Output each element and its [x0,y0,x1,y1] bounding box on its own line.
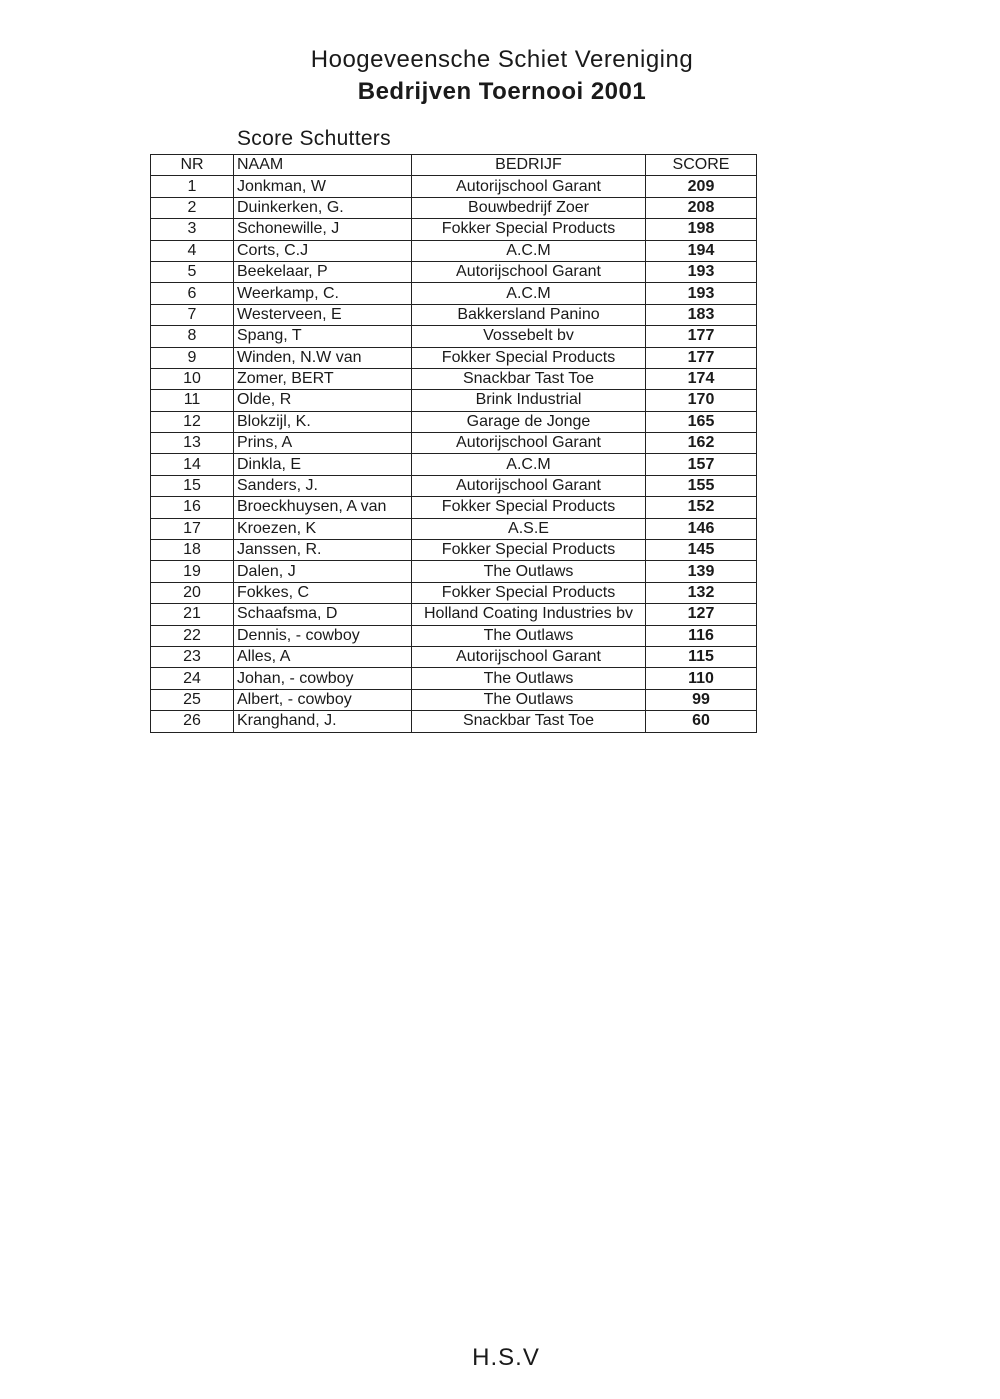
table-row [151,283,757,304]
cell-score: 183 [646,304,757,325]
cell-naam: Spang, T [234,326,412,347]
table-row [151,518,757,539]
cell-naam: Janssen, R. [234,540,412,561]
cell-score: 110 [646,668,757,689]
cell-naam: Kroezen, K [234,518,412,539]
cell-nr: 19 [151,561,234,582]
cell-nr: 5 [151,261,234,282]
cell-bedrijf: Autorijschool Garant [412,433,646,454]
cell-nr: 18 [151,540,234,561]
table-row [151,625,757,646]
table-row [151,582,757,603]
cell-bedrijf: The Outlaws [412,668,646,689]
cell-naam: Albert, - cowboy [234,689,412,710]
cell-naam: Dennis, - cowboy [234,625,412,646]
table-row [151,261,757,282]
column-header-naam: NAAM [234,155,412,176]
cell-naam: Prins, A [234,433,412,454]
cell-nr: 1 [151,176,234,197]
cell-bedrijf: A.C.M [412,283,646,304]
cell-bedrijf: Fokker Special Products [412,497,646,518]
cell-nr: 2 [151,197,234,218]
cell-bedrijf: Snackbar Tast Toe [412,711,646,732]
cell-naam: Fokkes, C [234,582,412,603]
column-header-bedrijf: BEDRIJF [412,155,646,176]
cell-nr: 22 [151,625,234,646]
cell-nr: 21 [151,604,234,625]
table-row [151,561,757,582]
cell-naam: Winden, N.W van [234,347,412,368]
table-row [151,390,757,411]
table-row [151,711,757,732]
footer-initials: H.S.V [472,1344,540,1371]
cell-bedrijf: Snackbar Tast Toe [412,368,646,389]
cell-bedrijf: Bouwbedrijf Zoer [412,197,646,218]
cell-score: 198 [646,219,757,240]
table-row [151,689,757,710]
cell-score: 115 [646,646,757,667]
table-row [151,197,757,218]
cell-nr: 16 [151,497,234,518]
cell-bedrijf: Autorijschool Garant [412,261,646,282]
column-header-score: SCORE [646,155,757,176]
cell-nr: 23 [151,646,234,667]
table-row [151,347,757,368]
table-row [151,176,757,197]
cell-nr: 20 [151,582,234,603]
score-table [150,154,757,733]
table-body [151,176,757,732]
cell-bedrijf: Brink Industrial [412,390,646,411]
cell-nr: 10 [151,368,234,389]
cell-nr: 17 [151,518,234,539]
table-row [151,475,757,496]
cell-bedrijf: Fokker Special Products [412,540,646,561]
cell-naam: Sanders, J. [234,475,412,496]
cell-bedrijf: Garage de Jonge [412,411,646,432]
cell-nr: 14 [151,454,234,475]
document-title [0,44,1000,108]
table-row [151,646,757,667]
table-row [151,326,757,347]
tournament-name: Bedrijven Toernooi 2001 [357,78,647,105]
cell-nr: 11 [151,390,234,411]
cell-nr: 6 [151,283,234,304]
cell-score: 165 [646,411,757,432]
table-row [151,411,757,432]
table-row [151,240,757,261]
table-row [151,540,757,561]
section-heading: Score Schutters [237,127,391,150]
cell-nr: 26 [151,711,234,732]
table-row [151,219,757,240]
cell-bedrijf: A.C.M [412,240,646,261]
cell-naam: Westerveen, E [234,304,412,325]
cell-score: 152 [646,497,757,518]
cell-bedrijf: Bakkersland Panino [412,304,646,325]
cell-naam: Corts, C.J [234,240,412,261]
cell-score: 157 [646,454,757,475]
cell-score: 116 [646,625,757,646]
cell-naam: Alles, A [234,646,412,667]
table-header-row [151,155,757,176]
cell-nr: 3 [151,219,234,240]
cell-naam: Schonewille, J [234,219,412,240]
cell-score: 177 [646,326,757,347]
cell-bedrijf: Autorijschool Garant [412,475,646,496]
cell-naam: Beekelaar, P [234,261,412,282]
cell-naam: Dalen, J [234,561,412,582]
table-row [151,433,757,454]
cell-score: 155 [646,475,757,496]
cell-naam: Schaafsma, D [234,604,412,625]
cell-score: 132 [646,582,757,603]
cell-score: 170 [646,390,757,411]
cell-score: 209 [646,176,757,197]
cell-naam: Kranghand, J. [234,711,412,732]
table-row [151,668,757,689]
table-row [151,368,757,389]
cell-score: 60 [646,711,757,732]
table-row [151,304,757,325]
cell-nr: 8 [151,326,234,347]
table-row [151,497,757,518]
cell-nr: 12 [151,411,234,432]
cell-bedrijf: Autorijschool Garant [412,646,646,667]
cell-naam: Johan, - cowboy [234,668,412,689]
cell-nr: 13 [151,433,234,454]
cell-naam: Broeckhuysen, A van [234,497,412,518]
cell-score: 194 [646,240,757,261]
column-header-nr: NR [151,155,234,176]
cell-naam: Blokzijl, K. [234,411,412,432]
club-name: Hoogeveensche Schiet Vereniging [310,46,694,73]
cell-bedrijf: Vossebelt bv [412,326,646,347]
cell-score: 193 [646,261,757,282]
cell-nr: 4 [151,240,234,261]
cell-naam: Duinkerken, G. [234,197,412,218]
cell-naam: Zomer, BERT [234,368,412,389]
cell-bedrijf: The Outlaws [412,625,646,646]
cell-nr: 24 [151,668,234,689]
cell-bedrijf: A.S.E [412,518,646,539]
cell-nr: 9 [151,347,234,368]
cell-naam: Jonkman, W [234,176,412,197]
cell-score: 162 [646,433,757,454]
cell-bedrijf: Fokker Special Products [412,347,646,368]
cell-score: 193 [646,283,757,304]
cell-naam: Dinkla, E [234,454,412,475]
table-row [151,604,757,625]
cell-score: 174 [646,368,757,389]
cell-score: 146 [646,518,757,539]
cell-bedrijf: A.C.M [412,454,646,475]
cell-bedrijf: The Outlaws [412,689,646,710]
cell-score: 177 [646,347,757,368]
cell-naam: Weerkamp, C. [234,283,412,304]
cell-bedrijf: Fokker Special Products [412,582,646,603]
cell-nr: 25 [151,689,234,710]
cell-nr: 15 [151,475,234,496]
cell-bedrijf: Autorijschool Garant [412,176,646,197]
cell-score: 139 [646,561,757,582]
cell-bedrijf: Fokker Special Products [412,219,646,240]
cell-bedrijf: The Outlaws [412,561,646,582]
cell-nr: 7 [151,304,234,325]
cell-score: 99 [646,689,757,710]
table-row [151,454,757,475]
cell-naam: Olde, R [234,390,412,411]
cell-score: 145 [646,540,757,561]
cell-bedrijf: Holland Coating Industries bv [412,604,646,625]
cell-score: 208 [646,197,757,218]
cell-score: 127 [646,604,757,625]
